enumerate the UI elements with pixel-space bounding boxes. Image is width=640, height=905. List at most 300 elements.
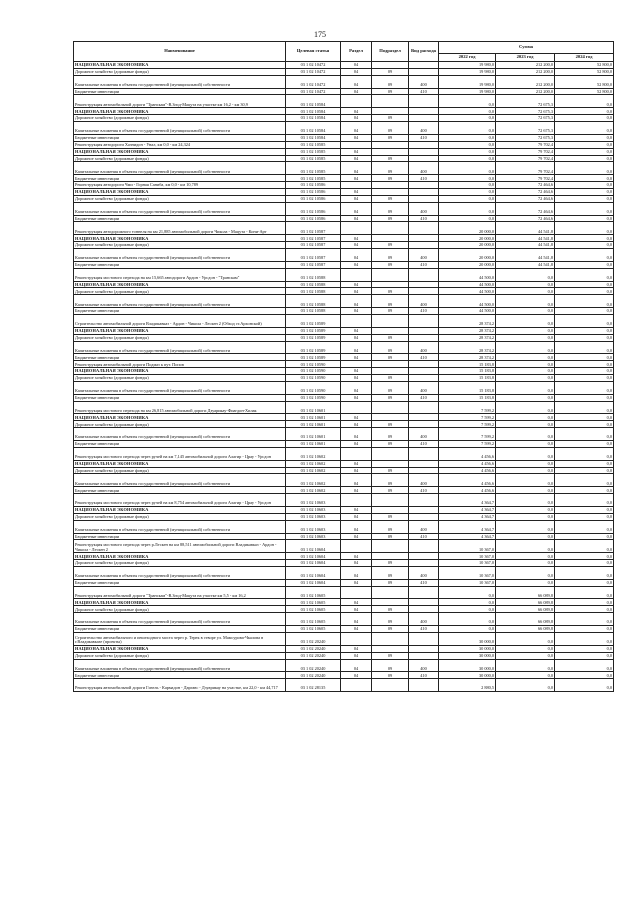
cell-subsection: 09 (372, 195, 409, 202)
cell-expense-type: 400 (409, 613, 439, 626)
cell-subsection: 09 (372, 513, 409, 520)
cell-section (341, 141, 372, 148)
cell-name: Дорожное хозяйство (дорожные фонды) (74, 652, 286, 659)
cell-section: 04 (341, 645, 372, 652)
table-row (74, 62, 614, 69)
cell-section (341, 632, 372, 645)
cell-subsection: 09 (372, 202, 409, 215)
cell-2022: 15 183,8 (439, 381, 496, 394)
cell-expense-type (409, 361, 439, 368)
cell-2024: 0,0 (555, 566, 614, 579)
cell-subsection (372, 553, 409, 560)
table-row (74, 506, 614, 513)
cell-section: 04 (341, 308, 372, 315)
cell-name: Реконструкция мостового перехода через ручей на км 8,754 автомобильной дороги Алагир - Црау - Урсдон (74, 494, 286, 507)
cell-subsection: 09 (372, 394, 409, 401)
cell-2023: 0,0 (496, 487, 555, 494)
cell-subsection: 09 (372, 428, 409, 441)
cell-name: Дорожное хозяйство (дорожные фонды) (74, 513, 286, 520)
cell-2024: 0,0 (555, 288, 614, 295)
table-row (74, 222, 614, 235)
cell-2023: 72 675,3 (496, 115, 555, 122)
header-section: Раздел (341, 42, 372, 62)
cell-expense-type (409, 108, 439, 115)
table-row (74, 579, 614, 586)
cell-target: 03 1 02 10589 (286, 314, 341, 327)
cell-subsection: 09 (372, 249, 409, 262)
cell-expense-type: 400 (409, 295, 439, 308)
cell-name: Бюджетные инвестиции (74, 308, 286, 315)
cell-2024: 0,0 (555, 261, 614, 268)
budget-table (73, 41, 614, 692)
cell-name: Дорожное хозяйство (дорожные фонды) (74, 467, 286, 474)
table-row (74, 487, 614, 494)
cell-name: Бюджетные инвестиции (74, 134, 286, 141)
cell-2024: 0,0 (555, 182, 614, 189)
cell-2023: 0,0 (496, 553, 555, 560)
cell-2024: 0,0 (555, 95, 614, 108)
cell-name: Бюджетные инвестиции (74, 261, 286, 268)
cell-2022: 20 000,0 (439, 222, 496, 235)
page-number: 175 (314, 30, 326, 39)
cell-expense-type: 400 (409, 122, 439, 135)
cell-expense-type: 410 (409, 88, 439, 95)
cell-name: Бюджетные инвестиции (74, 175, 286, 182)
cell-2022: 7 599,2 (439, 421, 496, 428)
cell-section: 04 (341, 467, 372, 474)
cell-expense-type (409, 148, 439, 155)
header-target: Целевая статья (286, 42, 341, 62)
cell-subsection: 09 (372, 560, 409, 567)
cell-2022: 0,0 (439, 599, 496, 606)
cell-expense-type (409, 513, 439, 520)
table-row (74, 645, 614, 652)
cell-section (341, 679, 372, 692)
cell-2023: 0,0 (496, 368, 555, 375)
cell-name: НАЦИОНАЛЬНАЯ ЭКОНОМИКА (74, 460, 286, 467)
cell-target: 03 1 02 20240 (286, 645, 341, 652)
cell-2022: 0,0 (439, 148, 496, 155)
cell-2022: 0,0 (439, 155, 496, 162)
cell-2022: 4 364,7 (439, 494, 496, 507)
cell-name: НАЦИОНАЛЬНАЯ ЭКОНОМИКА (74, 599, 286, 606)
cell-subsection: 09 (372, 672, 409, 679)
cell-subsection (372, 632, 409, 645)
table-row (74, 553, 614, 560)
cell-2022: 0,0 (439, 95, 496, 108)
cell-section: 04 (341, 533, 372, 540)
cell-section: 04 (341, 341, 372, 354)
cell-subsection: 09 (372, 375, 409, 382)
cell-subsection: 09 (372, 626, 409, 633)
cell-2023: 44 541,8 (496, 249, 555, 262)
cell-target: 03 1 02 10590 (286, 394, 341, 401)
cell-2024: 0,0 (555, 401, 614, 414)
cell-subsection (372, 586, 409, 599)
cell-2024: 0,0 (555, 421, 614, 428)
cell-section: 04 (341, 672, 372, 679)
cell-expense-type (409, 645, 439, 652)
cell-target: 03 1 02 10585 (286, 175, 341, 182)
cell-subsection: 09 (372, 652, 409, 659)
cell-subsection: 09 (372, 308, 409, 315)
cell-2022: 28 374,2 (439, 341, 496, 354)
cell-target: 03 1 02 10588 (286, 281, 341, 288)
table-row (74, 428, 614, 441)
cell-section: 04 (341, 652, 372, 659)
cell-2022: 0,0 (439, 115, 496, 122)
cell-expense-type: 410 (409, 487, 439, 494)
cell-section: 04 (341, 88, 372, 95)
cell-2022: 15 183,8 (439, 394, 496, 401)
table-row (74, 341, 614, 354)
cell-name: Бюджетные инвестиции (74, 88, 286, 95)
cell-target: 03 1 02 10605 (286, 606, 341, 613)
cell-subsection (372, 222, 409, 235)
cell-2023: 0,0 (496, 414, 555, 421)
cell-2023: 0,0 (496, 428, 555, 441)
cell-target: 03 1 02 10588 (286, 288, 341, 295)
cell-2024: 0,0 (555, 368, 614, 375)
cell-section (341, 182, 372, 189)
cell-expense-type (409, 460, 439, 467)
cell-name: Дорожное хозяйство (дорожные фонды) (74, 68, 286, 75)
cell-expense-type: 410 (409, 175, 439, 182)
cell-name: Реконструкция мостового перехода на км 26,815 автомобильной дороги Дзуарикау-Фиагдон-Хилак (74, 401, 286, 414)
cell-target: 03 1 02 10589 (286, 341, 341, 354)
cell-2023: 66 089,8 (496, 626, 555, 633)
cell-section: 04 (341, 288, 372, 295)
cell-2022: 15 183,8 (439, 375, 496, 382)
cell-subsection: 09 (372, 606, 409, 613)
cell-2023: 0,0 (496, 560, 555, 567)
cell-name: Бюджетные инвестиции (74, 440, 286, 447)
table-row (74, 155, 614, 162)
cell-expense-type: 410 (409, 354, 439, 361)
cell-2024: 0,0 (555, 175, 614, 182)
cell-name: Бюджетные инвестиции (74, 215, 286, 222)
table-row (74, 188, 614, 195)
cell-name: Дорожное хозяйство (дорожные фонды) (74, 375, 286, 382)
cell-2023: 44 541,8 (496, 242, 555, 249)
cell-section: 04 (341, 175, 372, 182)
table-row (74, 134, 614, 141)
cell-target: 03 1 02 10603 (286, 533, 341, 540)
header-year-2023: 2023 год (496, 54, 555, 62)
cell-expense-type (409, 334, 439, 341)
table-row (74, 672, 614, 679)
cell-target: 03 1 02 20240 (286, 652, 341, 659)
cell-section: 04 (341, 421, 372, 428)
table-row (74, 334, 614, 341)
cell-name: Реконструкция мостового перехода через р.Лескен на км 88,511 автомобильной дороги Владикавказ - Ардон - Чикола - Лескен 2 (74, 540, 286, 553)
cell-name: Капитальные вложения в объекты государственной (муниципальной) собственности (74, 295, 286, 308)
cell-2023: 0,0 (496, 288, 555, 295)
cell-section: 04 (341, 242, 372, 249)
cell-2023: 0,0 (496, 334, 555, 341)
cell-name: Реконструкция автодороги Чми - Горная Саниба, км 0,0 - км 10,789 (74, 182, 286, 189)
cell-subsection (372, 141, 409, 148)
cell-target: 03 1 02 10585 (286, 148, 341, 155)
cell-target: 03 1 02 10472 (286, 68, 341, 75)
cell-expense-type: 410 (409, 261, 439, 268)
cell-expense-type: 400 (409, 381, 439, 394)
cell-2023: 0,0 (496, 494, 555, 507)
cell-expense-type (409, 553, 439, 560)
cell-section: 04 (341, 68, 372, 75)
cell-name: Дорожное хозяйство (дорожные фонды) (74, 242, 286, 249)
cell-2023: 79 702,4 (496, 175, 555, 182)
cell-2022: 0,0 (439, 215, 496, 222)
cell-2023: 0,0 (496, 506, 555, 513)
table-row (74, 195, 614, 202)
cell-section: 04 (341, 148, 372, 155)
cell-section: 04 (341, 249, 372, 262)
cell-subsection: 09 (372, 487, 409, 494)
cell-target: 03 1 02 10584 (286, 134, 341, 141)
cell-2022: 44 500,0 (439, 308, 496, 315)
cell-subsection (372, 414, 409, 421)
cell-target: 03 1 02 10585 (286, 155, 341, 162)
cell-expense-type: 400 (409, 341, 439, 354)
cell-2022: 19 980,0 (439, 68, 496, 75)
cell-2022: 44 500,0 (439, 268, 496, 281)
cell-name: НАЦИОНАЛЬНАЯ ЭКОНОМИКА (74, 148, 286, 155)
cell-expense-type (409, 401, 439, 414)
cell-2024: 0,0 (555, 540, 614, 553)
cell-section: 04 (341, 613, 372, 626)
cell-2023: 72 464,6 (496, 195, 555, 202)
cell-target: 03 1 02 10587 (286, 242, 341, 249)
cell-target: 03 1 02 10604 (286, 540, 341, 553)
cell-2022: 0,0 (439, 195, 496, 202)
cell-2023: 0,0 (496, 467, 555, 474)
cell-section (341, 222, 372, 235)
cell-2023: 72 464,6 (496, 202, 555, 215)
table-row (74, 235, 614, 242)
cell-2024: 0,0 (555, 447, 614, 460)
table-row (74, 494, 614, 507)
cell-name: НАЦИОНАЛЬНАЯ ЭКОНОМИКА (74, 281, 286, 288)
cell-2023: 66 089,8 (496, 613, 555, 626)
cell-2024: 0,0 (555, 533, 614, 540)
cell-name: Бюджетные инвестиции (74, 579, 286, 586)
table-row (74, 447, 614, 460)
cell-2024: 52 800,0 (555, 68, 614, 75)
cell-2024: 0,0 (555, 613, 614, 626)
cell-subsection (372, 460, 409, 467)
cell-name: Капитальные вложения в объекты государственной (муниципальной) собственности (74, 162, 286, 175)
cell-2024: 0,0 (555, 560, 614, 567)
cell-section (341, 95, 372, 108)
cell-name: Реконструкция мостового перехода на км 15,665 автодороги Ардон - Урсдон - "Транскам" (74, 268, 286, 281)
cell-2022: 0,0 (439, 626, 496, 633)
cell-target: 03 1 02 10472 (286, 75, 341, 88)
cell-2023: 0,0 (496, 474, 555, 487)
cell-section: 04 (341, 513, 372, 520)
cell-2024: 0,0 (555, 148, 614, 155)
cell-2022: 0,0 (439, 613, 496, 626)
cell-2024: 52 800,0 (555, 88, 614, 95)
table-row (74, 95, 614, 108)
cell-target: 03 1 02 10602 (286, 467, 341, 474)
cell-target: 03 1 02 10605 (286, 586, 341, 599)
cell-section: 04 (341, 428, 372, 441)
cell-2024: 0,0 (555, 222, 614, 235)
cell-2022: 4 364,7 (439, 533, 496, 540)
cell-2023: 0,0 (496, 295, 555, 308)
cell-2022: 0,0 (439, 188, 496, 195)
cell-2024: 0,0 (555, 162, 614, 175)
cell-subsection: 09 (372, 520, 409, 533)
cell-2022: 0,0 (439, 606, 496, 613)
cell-subsection: 09 (372, 175, 409, 182)
cell-expense-type (409, 540, 439, 553)
cell-section: 04 (341, 162, 372, 175)
cell-section (341, 268, 372, 281)
cell-section: 04 (341, 261, 372, 268)
cell-expense-type (409, 632, 439, 645)
cell-target: 03 1 02 10605 (286, 626, 341, 633)
cell-section: 04 (341, 122, 372, 135)
cell-expense-type: 410 (409, 626, 439, 633)
cell-subsection: 09 (372, 288, 409, 295)
cell-2023: 72 675,3 (496, 108, 555, 115)
cell-expense-type (409, 155, 439, 162)
cell-subsection: 09 (372, 134, 409, 141)
cell-2022: 0,0 (439, 175, 496, 182)
table-row (74, 281, 614, 288)
cell-2023: 72 675,3 (496, 95, 555, 108)
cell-2024: 0,0 (555, 341, 614, 354)
cell-name: Капитальные вложения в объекты государственной (муниципальной) собственности (74, 75, 286, 88)
cell-2023: 0,0 (496, 268, 555, 281)
cell-subsection (372, 401, 409, 414)
cell-2023: 0,0 (496, 520, 555, 533)
cell-2024: 0,0 (555, 134, 614, 141)
table-row (74, 175, 614, 182)
cell-2024: 0,0 (555, 632, 614, 645)
cell-name: Реконструкция мостового перехода через ручей на км 7,145 автомобильной дороги Алагир - Црау - Урсдон (74, 447, 286, 460)
cell-name: Строительство автомобильного и пешеходного моста через р. Терек в створе ул. Мамсурова-Чкалова в г.Владикавказе (проекты) (74, 632, 286, 645)
table-row (74, 540, 614, 553)
cell-expense-type: 400 (409, 566, 439, 579)
table-row (74, 115, 614, 122)
cell-target: 03 1 02 20240 (286, 632, 341, 645)
cell-name: Капитальные вложения в объекты государственной (муниципальной) собственности (74, 122, 286, 135)
cell-expense-type: 400 (409, 249, 439, 262)
cell-target: 03 1 02 20240 (286, 672, 341, 679)
cell-section: 04 (341, 553, 372, 560)
cell-section: 04 (341, 579, 372, 586)
cell-2023: 44 541,8 (496, 222, 555, 235)
cell-2023: 0,0 (496, 314, 555, 327)
cell-target: 03 1 02 10586 (286, 195, 341, 202)
cell-2022: 28 374,2 (439, 354, 496, 361)
cell-2024: 0,0 (555, 381, 614, 394)
cell-expense-type: 410 (409, 440, 439, 447)
cell-expense-type (409, 195, 439, 202)
cell-target: 03 1 02 10588 (286, 308, 341, 315)
cell-2022: 30 000,0 (439, 632, 496, 645)
cell-target: 03 1 02 10590 (286, 368, 341, 375)
cell-2024: 0,0 (555, 414, 614, 421)
table-row (74, 599, 614, 606)
cell-section: 04 (341, 606, 372, 613)
cell-expense-type (409, 375, 439, 382)
cell-subsection: 09 (372, 215, 409, 222)
table-row (74, 613, 614, 626)
cell-2022: 30 000,0 (439, 645, 496, 652)
table-row (74, 122, 614, 135)
cell-target: 03 1 02 10590 (286, 361, 341, 368)
cell-section (341, 586, 372, 599)
cell-2022: 2 880,5 (439, 679, 496, 692)
cell-2023: 0,0 (496, 579, 555, 586)
cell-2024: 0,0 (555, 428, 614, 441)
cell-2022: 4 456,6 (439, 474, 496, 487)
cell-name: Реконструкция автомобильной дороги Подмаз к пут. Попов (74, 361, 286, 368)
table-row (74, 520, 614, 533)
cell-subsection (372, 235, 409, 242)
cell-expense-type: 400 (409, 162, 439, 175)
cell-target: 03 1 02 10585 (286, 141, 341, 148)
cell-expense-type (409, 281, 439, 288)
cell-2024: 0,0 (555, 115, 614, 122)
cell-2023: 79 702,4 (496, 141, 555, 148)
cell-2024: 0,0 (555, 249, 614, 262)
cell-subsection: 09 (372, 334, 409, 341)
table-row (74, 414, 614, 421)
cell-expense-type (409, 586, 439, 599)
cell-2024: 0,0 (555, 652, 614, 659)
cell-section: 04 (341, 235, 372, 242)
cell-2023: 0,0 (496, 381, 555, 394)
cell-target: 03 1 02 10601 (286, 401, 341, 414)
cell-expense-type (409, 606, 439, 613)
cell-target: 03 1 02 10605 (286, 599, 341, 606)
cell-target: 03 1 02 10601 (286, 421, 341, 428)
cell-section: 04 (341, 474, 372, 487)
table-row (74, 249, 614, 262)
cell-2024: 0,0 (555, 361, 614, 368)
cell-name: Капитальные вложения в объекты государственной (муниципальной) собственности (74, 566, 286, 579)
cell-2024: 0,0 (555, 122, 614, 135)
cell-2024: 0,0 (555, 606, 614, 613)
cell-2023: 0,0 (496, 659, 555, 672)
cell-2024: 0,0 (555, 334, 614, 341)
cell-2023: 212 200,0 (496, 62, 555, 69)
cell-target: 03 1 02 28135 (286, 679, 341, 692)
cell-subsection: 09 (372, 155, 409, 162)
cell-2022: 30 000,0 (439, 672, 496, 679)
cell-expense-type (409, 414, 439, 421)
table-row (74, 679, 614, 692)
cell-name: Бюджетные инвестиции (74, 672, 286, 679)
cell-2023: 0,0 (496, 440, 555, 447)
cell-2024: 0,0 (555, 520, 614, 533)
cell-expense-type (409, 560, 439, 567)
cell-2022: 20 000,0 (439, 261, 496, 268)
cell-expense-type (409, 115, 439, 122)
cell-expense-type (409, 327, 439, 334)
cell-expense-type (409, 467, 439, 474)
cell-2023: 0,0 (496, 540, 555, 553)
cell-2023: 0,0 (496, 533, 555, 540)
cell-expense-type: 400 (409, 474, 439, 487)
cell-section: 04 (341, 327, 372, 334)
table-row (74, 560, 614, 567)
